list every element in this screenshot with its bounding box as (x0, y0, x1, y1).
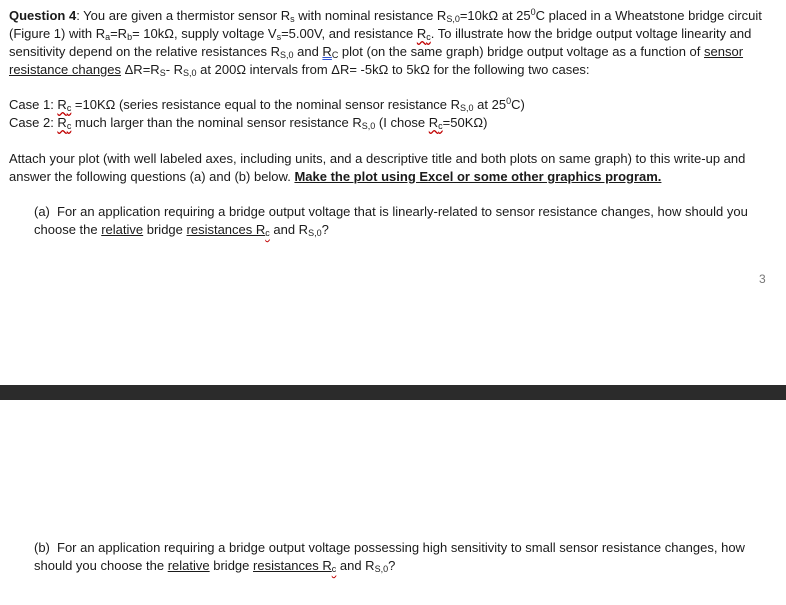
sensor-changes-underlined: sensor resistance changes (9, 44, 744, 77)
case-2: Case 2: $R_c$ much larger than the nominal sensor resistance $R_{S,0}$ (I chose $R_c=50K\Omega$) (9, 115, 488, 131)
question-part-a: (a) For an application requiring a bridge output voltage that is linearly-related to sensor resistance changes, how should you choose the relative bridge resistances $R_c$ and $R_{S,0}$? (34, 204, 748, 238)
part-a-label: (a) (34, 204, 50, 219)
case-1: Case 1: $R_c =10K\Omega$ (series resistance equal to the nominal sensor resistance $R_{S,0}$ at $25^0C$) (9, 96, 525, 113)
question-part-b: (b) For an application requiring a bridge output voltage possessing high sensitivity to small sensor resistance changes, how should you choose the relative bridge resistances $R_c$ and $R_{S,0}$? (34, 540, 745, 574)
part-b-label: (b) (34, 540, 50, 555)
question-heading: Question 4 (9, 8, 77, 23)
plot-instruction-bold: Make the plot using Excel or some other graphics program. (294, 169, 662, 184)
attach-instructions: Attach your plot (with well labeled axes, including units, and a descriptive title and both plots on same graph) to this write-up and answer the following questions (a) and (b) below. Make the plot using Excel or some other graphics program. (9, 151, 746, 184)
page-break (0, 385, 786, 400)
page-number: 3 (759, 272, 766, 286)
spell-marked-rc: $R_c$ (416, 26, 431, 42)
cases-block (9, 96, 769, 132)
grammar-marked-rc: $R_C$ (322, 44, 339, 60)
question-paragraph: Question 4: You are given a thermistor sensor $R_s$ with nominal resistance $R_{S,0}=10k\Omega$ at $25^0C$ placed in a Wheatstone bridge circuit (Figure 1) with $R_a=R_b= 10k\Omega$, supply voltage $V_s=5.00V$, and resistance $R_c$. To illustrate how the bridge output voltage linearity and sensitivity depend on the relative resistances $R_{S,0}$ and $R_C$ plot (on the same graph) bridge output voltage as a function of sensor resistance changes $\Delta R=R_S-$ $R_{S,0}$ at 200Ω intervals from ΔR= -5kΩ to 5kΩ for the following two cases: (9, 7, 762, 78)
document-page-lower (0, 400, 786, 605)
